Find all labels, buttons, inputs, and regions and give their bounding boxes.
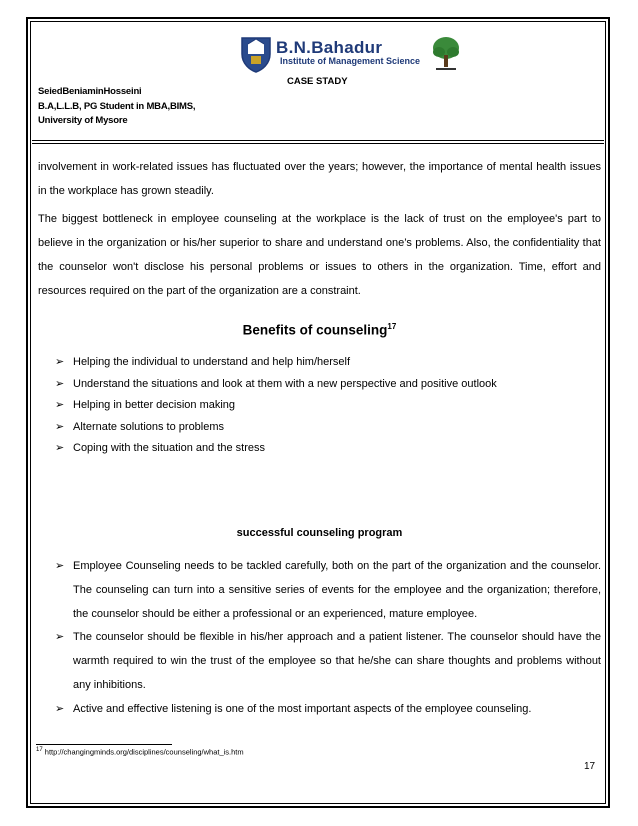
case-title: CASE STADY — [287, 76, 348, 87]
heading-benefits-ref: 17 — [387, 322, 397, 331]
footnote-rule — [36, 744, 172, 745]
arrow-bullet-icon: ➢ — [55, 377, 65, 390]
list-item — [55, 698, 601, 722]
program-list — [55, 555, 601, 722]
list-item — [55, 374, 601, 396]
arrow-bullet-icon: ➢ — [55, 420, 65, 433]
arrow-bullet-icon: ➢ — [55, 356, 65, 368]
list-item — [55, 438, 601, 460]
author-name: SeiedBeniaminHosseini — [38, 86, 142, 97]
arrow-bullet-icon: ➢ — [55, 399, 65, 411]
list-item-text: Helping the individual to understand and help him/herself — [73, 356, 351, 368]
list-item — [55, 352, 601, 374]
arrow-bullet-icon: ➢ — [55, 702, 65, 715]
list-item — [55, 555, 601, 626]
list-item — [55, 417, 601, 439]
list-item — [55, 626, 601, 697]
header-rule-2 — [32, 143, 604, 144]
arrow-bullet-icon: ➢ — [55, 560, 65, 572]
list-item-text: Employee Counseling needs to be tackled carefully, both on the part of the organization and the counselor. The counseling can turn into a sensitive series of events for the employee and the organization; therefore, the counselor should be either a professional or an experienced, mature employee. — [73, 560, 601, 620]
heading-benefits — [38, 322, 601, 338]
tree-icon — [430, 35, 462, 73]
list-item-text: Understand the situations and look at them with a new perspective and positive outlook — [73, 377, 497, 390]
page-number: 17 — [584, 761, 596, 772]
paragraph-1: involvement in work-related issues has fluctuated over the years; however, the importance of mental health issues in the workplace has grown steadily. — [38, 161, 601, 197]
footnote-ref: 17 — [36, 747, 43, 753]
header-rule — [32, 140, 604, 141]
arrow-bullet-icon: ➢ — [55, 631, 65, 644]
heading-benefits-text: Benefits of counseling — [242, 322, 388, 338]
heading-program: successful counseling program — [236, 527, 403, 539]
arrow-bullet-icon: ➢ — [55, 442, 65, 454]
logo-name: B.N.Bahadur — [276, 38, 383, 57]
list-item-text: Helping in better decision making — [73, 399, 236, 411]
logo-subtitle: Institute of Management Science — [280, 56, 421, 66]
benefits-list — [55, 352, 601, 460]
footnote-link[interactable]: http://changingminds.org/disciplines/counseling/what_is.htm — [44, 747, 244, 757]
list-item-text: Active and effective listening is one of the most important aspects of the employee counseling. — [73, 702, 532, 715]
author-degree: B.A,L.L.B, PG Student in MBA,BIMS, — [38, 101, 196, 112]
list-item-text: Coping with the situation and the stress — [73, 442, 266, 454]
list-item — [55, 395, 601, 417]
author-university: University of Mysore — [38, 115, 128, 126]
footnote — [36, 747, 244, 757]
list-item-text: Alternate solutions to problems — [73, 420, 225, 433]
paragraph-2: The biggest bottleneck in employee counseling at the workplace is the lack of trust on the employee's part to believe in the organization or his/her superior to share and understand one’s problems. Also, the confidentiality that the counselor won't disclose his personal problems or issues to others in the organization. Time, effort and resources required on the part of the organization are a constraint. — [38, 213, 601, 297]
list-item-text: The counselor should be flexible in his/her approach and a patient listener. The counselor should have the warmth required to win the trust of the employee so that he/she can share thoughts and problems without any inhibitions. — [73, 631, 601, 691]
crest-icon — [238, 34, 274, 74]
